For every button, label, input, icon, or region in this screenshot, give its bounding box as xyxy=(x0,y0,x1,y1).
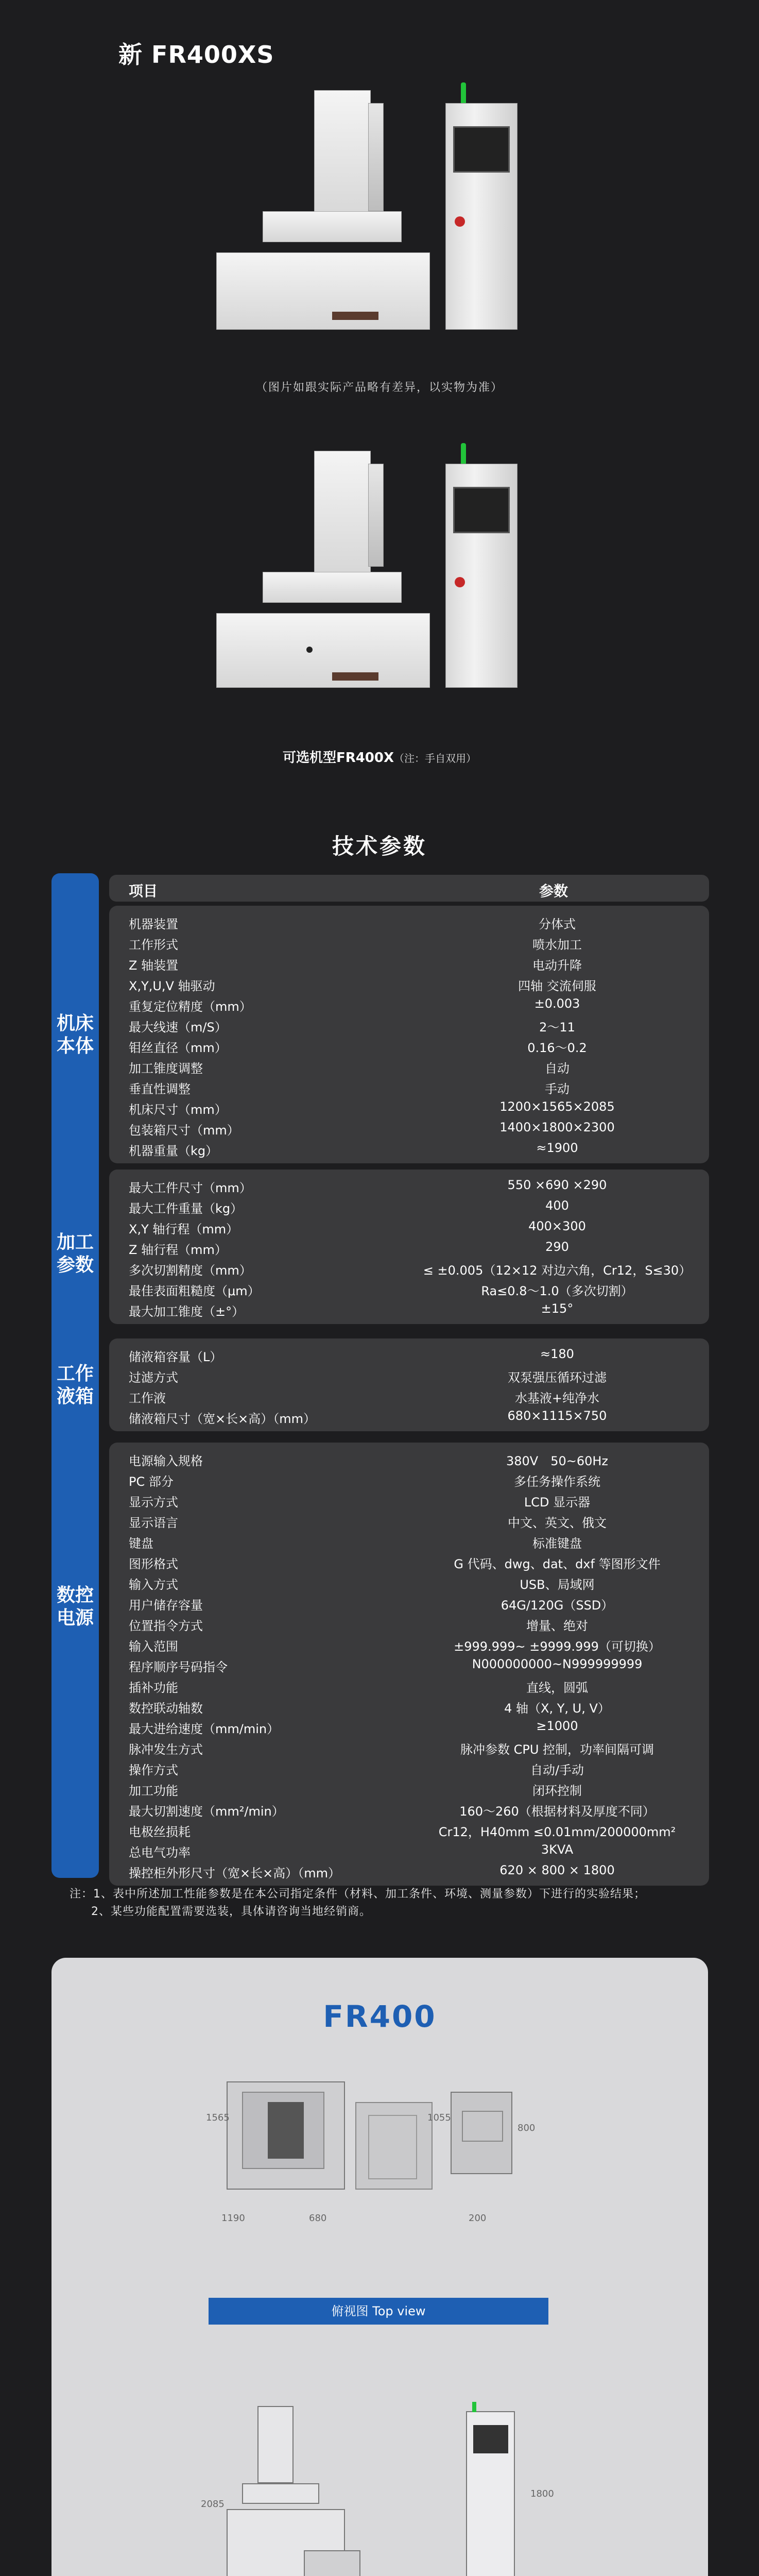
dim-680: 680 xyxy=(309,2213,327,2224)
spec-row xyxy=(109,1468,709,1489)
spec-panel-fluid xyxy=(109,1338,709,1431)
spec-row xyxy=(109,1757,709,1777)
spec-item: 电源输入规格 xyxy=(129,1454,203,1468)
dim-1800: 1800 xyxy=(530,2488,554,2499)
spec-item: 多次切割精度（mm） xyxy=(129,1263,252,1278)
spec-value: 550 ×690 ×290 xyxy=(507,1178,607,1192)
spec-row xyxy=(109,1510,709,1530)
spec-value: USB、局域网 xyxy=(520,1578,595,1592)
spec-row xyxy=(109,1076,709,1096)
spec-item: 用户储存容量 xyxy=(129,1598,203,1613)
spec-value: Cr12，H40mm ≤0.01mm/200000mm² xyxy=(438,1825,676,1839)
spec-row xyxy=(109,993,709,1014)
spec-value: ±15° xyxy=(541,1301,574,1316)
spec-value: 4 轴（X, Y, U, V） xyxy=(504,1701,610,1716)
spec-item: 机器重量（kg） xyxy=(129,1144,218,1158)
spec-item: 输入范围 xyxy=(129,1639,178,1654)
spec-row xyxy=(109,973,709,993)
spec-item: 最大加工锥度（±°） xyxy=(129,1304,245,1319)
spec-value: 1200×1565×2085 xyxy=(499,1099,615,1114)
spec-item: 最大工件尺寸（mm） xyxy=(129,1181,252,1195)
spec-row xyxy=(109,1777,709,1798)
spec-row xyxy=(109,1551,709,1571)
spec-value: 脉冲参数 CPU 控制，功率间隔可调 xyxy=(460,1742,654,1757)
spec-item: Z 轴装置 xyxy=(129,958,179,973)
dim-2085: 2085 xyxy=(201,2499,225,2510)
spec-value: ≥1000 xyxy=(536,1719,578,1733)
spec-value: 四轴 交流伺服 xyxy=(518,979,596,993)
note-1: 注：1、表中所述加工性能参数是在本公司指定条件（材料、加工条件、环境、测量参数）下进行的实验结果； xyxy=(70,1888,646,1901)
spec-row xyxy=(109,1257,709,1278)
spec-item: 最大进给速度（mm/min） xyxy=(129,1722,280,1736)
spec-row xyxy=(109,1530,709,1551)
spec-row xyxy=(109,1613,709,1633)
spec-item: 电极丝损耗 xyxy=(129,1825,191,1839)
group-label-processing: 加工参数 xyxy=(56,1232,94,1276)
spec-value: 290 xyxy=(545,1240,569,1254)
spec-value: 自动/手动 xyxy=(530,1763,584,1777)
spec-value: 电动升降 xyxy=(532,958,582,973)
spec-row xyxy=(109,1695,709,1716)
spec-item: 最佳表面粗糙度（μm） xyxy=(129,1284,260,1298)
drawing-model-title: FR400 xyxy=(323,1999,437,2034)
spec-row xyxy=(109,931,709,952)
spec-panel-processing xyxy=(109,1170,709,1324)
spec-value: 400×300 xyxy=(528,1219,586,1233)
spec-item: 总电气功率 xyxy=(129,1845,191,1860)
spec-item: 工作形式 xyxy=(129,938,178,952)
spec-item: 程序顺序号码指令 xyxy=(129,1660,228,1674)
spec-value: 多任务操作系统 xyxy=(514,1475,600,1489)
spec-row xyxy=(109,1298,709,1319)
spec-value: ≈1900 xyxy=(536,1141,578,1155)
spec-row xyxy=(109,1489,709,1510)
spec-row xyxy=(109,1654,709,1674)
spec-row xyxy=(109,1216,709,1236)
spec-item: 数控联动轴数 xyxy=(129,1701,203,1716)
page-title: 新 FR400XS xyxy=(118,41,274,69)
spec-row xyxy=(109,1014,709,1035)
spec-row xyxy=(109,1175,709,1195)
spec-row xyxy=(109,1716,709,1736)
spec-value: 3KVA xyxy=(541,1842,574,1857)
spec-value: 水基液+纯净水 xyxy=(514,1391,600,1405)
spec-value: 160～260（根据材料及厚度不同） xyxy=(459,1804,655,1819)
spec-row xyxy=(109,911,709,931)
spec-item: X,Y,U,V 轴驱动 xyxy=(129,979,215,993)
spec-value: ±0.003 xyxy=(534,996,580,1011)
spec-item: 位置指令方式 xyxy=(129,1619,203,1633)
spec-row xyxy=(109,1364,709,1385)
spec-item: 最大工件重量（kg） xyxy=(129,1201,243,1216)
note-2: 2、某些功能配置需要选装，具体请咨询当地经销商。 xyxy=(91,1905,371,1918)
spec-item: 储液箱尺寸（宽×长×高）（mm） xyxy=(129,1412,316,1426)
spec-item: Z 轴行程（mm） xyxy=(129,1243,227,1257)
spec-value: 680×1115×750 xyxy=(507,1409,607,1423)
spec-table-header xyxy=(109,875,709,902)
spec-item: X,Y 轴行程（mm） xyxy=(129,1222,239,1236)
spec-group-sidebar xyxy=(51,873,99,1878)
spec-value: LCD 显示器 xyxy=(524,1495,591,1510)
spec-row xyxy=(109,952,709,973)
spec-item: 操作方式 xyxy=(129,1763,178,1777)
spec-panel-machine xyxy=(109,906,709,1163)
spec-value: 自动 xyxy=(545,1061,570,1076)
spec-row xyxy=(109,1860,709,1880)
group-label-machine: 机床本体 xyxy=(56,1013,94,1057)
spec-value: N000000000~N999999999 xyxy=(472,1657,643,1671)
spec-row xyxy=(109,1096,709,1117)
spec-item: 工作液 xyxy=(129,1391,166,1405)
spec-value: 400 xyxy=(545,1198,569,1213)
spec-value: 增量、绝对 xyxy=(526,1619,588,1633)
spec-value: 分体式 xyxy=(539,917,576,931)
spec-item: 显示语言 xyxy=(129,1516,178,1530)
dim-1055: 1055 xyxy=(427,2112,451,2123)
spec-value: 0.16～0.2 xyxy=(527,1041,587,1055)
spec-value: 闭环控制 xyxy=(532,1784,582,1798)
top-view-band: 俯视图 Top view xyxy=(209,2298,548,2325)
spec-row xyxy=(109,1035,709,1055)
spec-row xyxy=(109,1798,709,1819)
spec-item: 脉冲发生方式 xyxy=(129,1742,203,1757)
group-label-cnc: 数控电源 xyxy=(56,1585,94,1629)
spec-item: 加工功能 xyxy=(129,1784,178,1798)
spec-notes xyxy=(70,1886,646,1921)
spec-value: 64G/120G（SSD） xyxy=(501,1598,614,1613)
optional-model-name: 可选机型FR400X xyxy=(282,750,394,766)
spec-value: 标准键盘 xyxy=(532,1536,582,1551)
spec-row xyxy=(109,1571,709,1592)
spec-row xyxy=(109,1592,709,1613)
spec-value: ±999.999~ ±9999.999（可切换） xyxy=(454,1639,661,1654)
dim-1190: 1190 xyxy=(221,2213,245,2224)
spec-item: 键盘 xyxy=(129,1536,153,1551)
spec-item: PC 部分 xyxy=(129,1475,174,1489)
spec-item: 最大切割速度（mm²/min） xyxy=(129,1804,284,1819)
spec-row xyxy=(109,1736,709,1757)
spec-value: 2～11 xyxy=(539,1020,575,1035)
spec-value: 1400×1800×2300 xyxy=(499,1120,615,1134)
spec-row xyxy=(109,1055,709,1076)
optional-model-note: （注：手自双用） xyxy=(394,752,477,765)
spec-value: 中文、英文、俄文 xyxy=(508,1516,607,1530)
spec-value: 620 × 800 × 1800 xyxy=(499,1863,615,1877)
spec-value: ≈180 xyxy=(540,1347,574,1361)
spec-row xyxy=(109,1405,709,1426)
spec-item: 垂直性调整 xyxy=(129,1082,191,1096)
spec-value: Ra≤0.8～1.0（多次切割） xyxy=(481,1284,633,1298)
front-view-cabinet xyxy=(466,2411,515,2576)
spec-item: 操控柜外形尺寸（宽×长×高）（mm） xyxy=(129,1866,340,1880)
machine-image-fr400xs xyxy=(214,82,543,361)
spec-item: 钼丝直径（mm） xyxy=(129,1041,227,1055)
spec-row xyxy=(109,1278,709,1298)
spec-item: 过滤方式 xyxy=(129,1370,178,1385)
dim-800: 800 xyxy=(518,2123,536,2133)
spec-item: 包装箱尺寸（mm） xyxy=(129,1123,239,1138)
spec-item: 插补功能 xyxy=(129,1681,178,1695)
spec-value: 喷水加工 xyxy=(532,938,582,952)
spec-row xyxy=(109,1236,709,1257)
spec-value: ≤ ±0.005（12×12 对边六角，Cr12，S≤30） xyxy=(423,1263,692,1278)
group-label-fluid: 工作液箱 xyxy=(56,1363,94,1407)
spec-row xyxy=(109,1385,709,1405)
spec-item: 输入方式 xyxy=(129,1578,178,1592)
machine-image-fr400x xyxy=(214,443,543,721)
spec-row xyxy=(109,1195,709,1216)
dim-1565: 1565 xyxy=(206,2112,230,2123)
spec-item: 重复定位精度（mm） xyxy=(129,999,252,1014)
spec-row xyxy=(109,1674,709,1695)
spec-item: 机器装置 xyxy=(129,917,178,931)
front-view-drawing xyxy=(221,2406,386,2576)
image-disclaimer: （图片如跟实际产品略有差异，以实物为准） xyxy=(255,381,503,394)
spec-value: 直线，圆弧 xyxy=(526,1681,588,1695)
spec-value: G 代码、dwg、dat、dxf 等图形文件 xyxy=(454,1557,661,1571)
dim-620: 200 xyxy=(469,2213,487,2224)
spec-row xyxy=(109,1138,709,1158)
spec-row xyxy=(109,1819,709,1839)
spec-item: 加工锥度调整 xyxy=(129,1061,203,1076)
spec-value: 380V 50~60Hz xyxy=(506,1454,609,1468)
spec-value: 手动 xyxy=(545,1082,570,1096)
col-item: 项目 xyxy=(129,883,158,900)
spec-row xyxy=(109,1839,709,1860)
spec-row xyxy=(109,1633,709,1654)
spec-row xyxy=(109,1117,709,1138)
dimension-drawing-card xyxy=(51,1958,708,2576)
spec-item: 储液箱容量（L） xyxy=(129,1350,222,1364)
spec-row xyxy=(109,1344,709,1364)
optional-model-caption xyxy=(0,747,759,766)
spec-item: 机床尺寸（mm） xyxy=(129,1103,227,1117)
spec-item: 图形格式 xyxy=(129,1557,178,1571)
spec-row xyxy=(109,1448,709,1468)
spec-item: 最大线速（m/S） xyxy=(129,1020,227,1035)
specs-title: 技术参数 xyxy=(332,834,427,859)
spec-panel-cnc xyxy=(109,1443,709,1886)
col-param: 参数 xyxy=(539,883,568,900)
spec-item: 显示方式 xyxy=(129,1495,178,1510)
top-view-cabinet xyxy=(451,2092,512,2174)
spec-value: 双泵强压循环过滤 xyxy=(508,1370,607,1385)
